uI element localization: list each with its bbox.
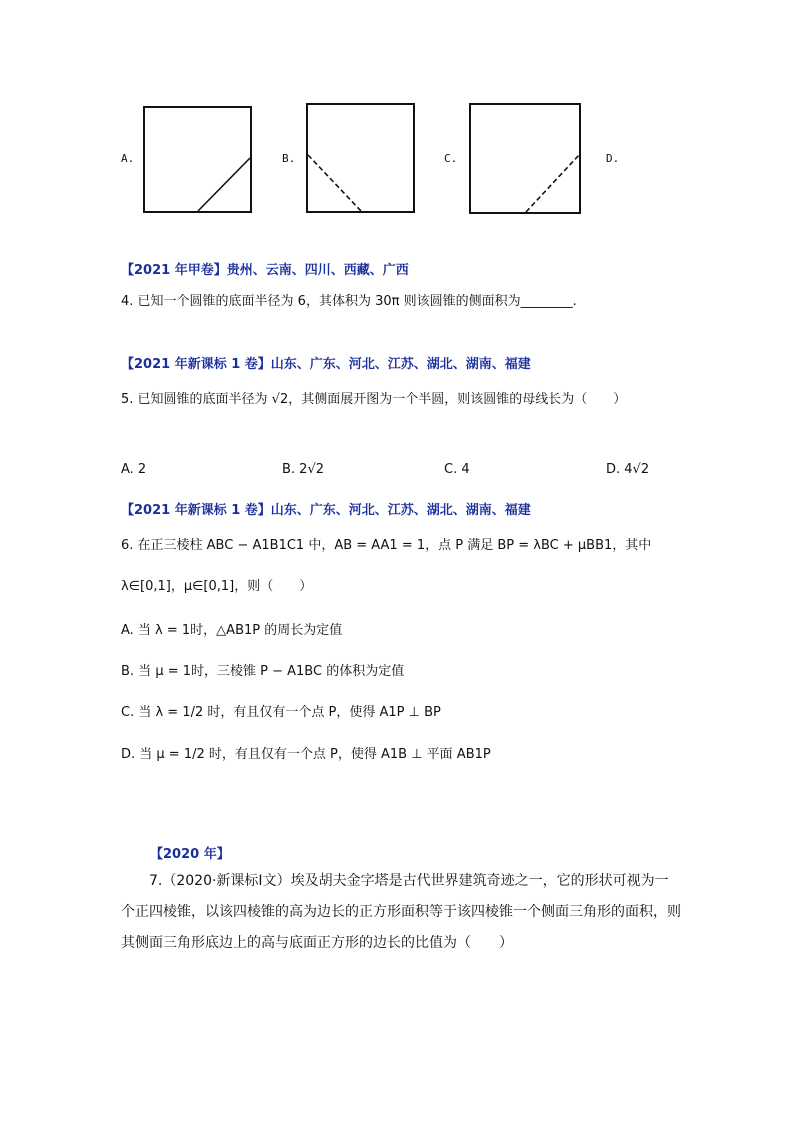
question-6-stem-line2: λ∈[0,1]，μ∈[0,1]，则（ ）	[121, 579, 313, 594]
question-6-stem-line1: 6. 在正三棱柱 ABC − A1B1C1 中，AB = AA1 = 1，点 P 满足 BP = λBC + μBB1，其中	[121, 538, 652, 553]
figure-option-b-label: B.	[282, 152, 296, 165]
question-6-choice-a: A. 当 λ = 1时，△AB1P 的周长为定值	[121, 623, 343, 638]
figure-option-d-label: D.	[606, 152, 620, 165]
figure-option-b-dashed-line	[306, 103, 415, 213]
question-5-choice-a: A. 2	[121, 462, 147, 477]
question-6-choice-c: C. 当 λ = 1/2 时，有且仅有一个点 P，使得 A1P ⊥ BP	[121, 705, 441, 720]
figure-option-c-label: C.	[444, 152, 458, 165]
section-header-2021-xinkebiao-1: 【2021 年新课标 1 卷】山东、广东、河北、江苏、湖北、湖南、福建	[121, 357, 531, 372]
question-7: 7.（2020·新课标Ⅰ文）埃及胡夫金字塔是古代世界建筑奇迹之一，它的形状可视为一个正四棱锥，以该四棱锥的高为边长的正方形面积等于该四棱锥一个侧面三角形的面积，则其侧面三角形底边上的高与底面正方形的边长的比值为（ ）	[121, 873, 681, 951]
question-6-choice-d: D. 当 μ = 1/2 时，有且仅有一个点 P，使得 A1B ⊥ 平面 AB1P	[121, 747, 491, 762]
figure-option-c-dashed-line	[469, 103, 581, 214]
figure-option-a-line	[143, 106, 252, 213]
question-4: 4. 已知一个圆锥的底面半径为 6，其体积为 30π 则该圆锥的侧面积为________.	[121, 294, 577, 309]
section-header-2021-jia: 【2021 年甲卷】贵州、云南、四川、西藏、广西	[121, 263, 409, 278]
question-5-choice-b: B. 2√2	[282, 462, 325, 477]
question-6-choice-b: B. 当 μ = 1时，三棱锥 P − A1BC 的体积为定值	[121, 664, 405, 679]
question-5: 5. 已知圆锥的底面半径为 √2，其侧面展开图为一个半圆，则该圆锥的母线长为（ ）	[121, 392, 627, 407]
figure-option-a-label: A.	[121, 152, 135, 165]
section-header-2021-xinkebiao-1-q6: 【2021 年新课标 1 卷】山东、广东、河北、江苏、湖北、湖南、福建	[121, 503, 531, 518]
question-5-choice-c: C. 4	[444, 462, 470, 477]
section-header-2020: 【2020 年】	[150, 847, 230, 862]
question-5-choice-d: D. 4√2	[606, 462, 650, 477]
